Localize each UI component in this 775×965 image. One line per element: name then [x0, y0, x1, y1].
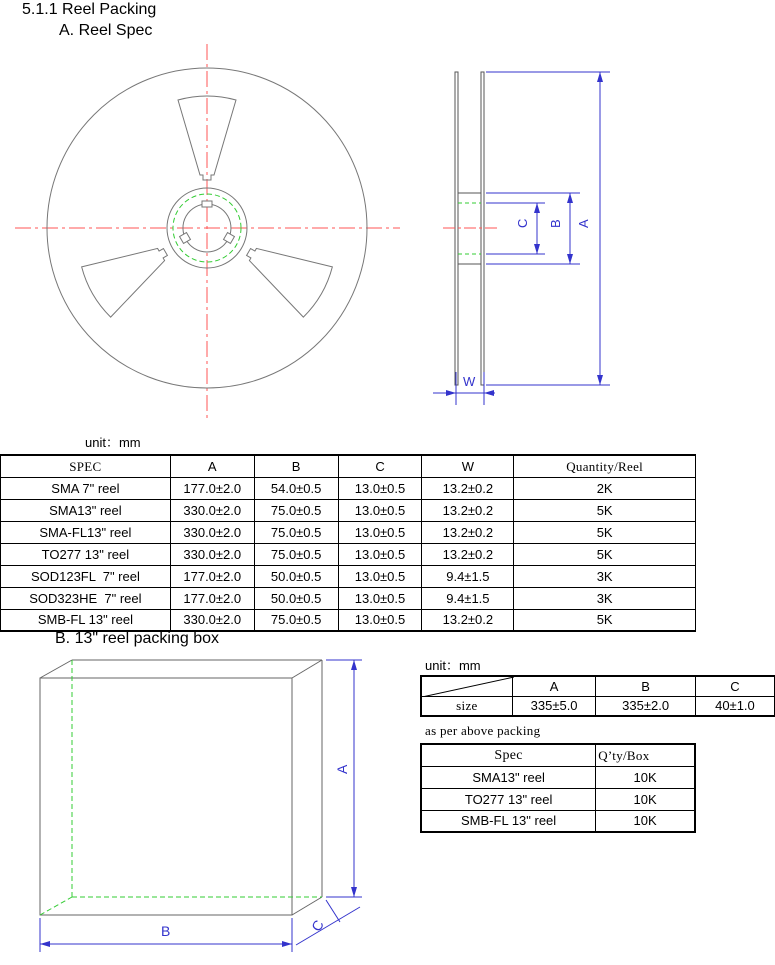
reel-front-view-diagram — [0, 38, 420, 423]
table-header-cell: SPEC — [1, 455, 171, 477]
table-cell: 177.0±2.0 — [170, 565, 254, 587]
table-header-row — [421, 676, 775, 696]
packing-note: as per above packing — [425, 723, 541, 738]
reel-label-w: W — [463, 374, 476, 389]
table-cell: 10K — [596, 810, 695, 832]
table-row — [1, 477, 696, 499]
table-header-cell: W — [422, 455, 514, 477]
table-row — [1, 521, 696, 543]
table-cell: SMA 7" reel — [1, 477, 171, 499]
table-cell: 54.0±0.5 — [254, 477, 338, 499]
table-cell: 75.0±0.5 — [254, 609, 338, 631]
table-cell: 5K — [514, 521, 696, 543]
table-cell: 177.0±2.0 — [170, 587, 254, 609]
table-row — [421, 810, 695, 832]
diagonal-divider — [422, 677, 514, 697]
table-cell: 40±1.0 — [695, 696, 775, 716]
reel-side-view-diagram — [425, 60, 615, 410]
table-row-label: size — [421, 696, 512, 716]
box-label-b: B — [161, 923, 171, 939]
unit-label-box: unit：mm — [425, 658, 481, 673]
table-cell: 13.0±0.5 — [338, 521, 422, 543]
table-cell: 13.2±0.2 — [422, 477, 514, 499]
table-cell: 3K — [514, 587, 696, 609]
table-cell: 5K — [514, 609, 696, 631]
table-cell: 13.0±0.5 — [338, 565, 422, 587]
table-header-cell: C — [695, 676, 775, 696]
table-cell: 75.0±0.5 — [254, 499, 338, 521]
reel-label-c: C — [515, 218, 530, 228]
table-cell: 13.2±0.2 — [422, 543, 514, 565]
table-cell: 13.0±0.5 — [338, 477, 422, 499]
table-cell: 177.0±2.0 — [170, 477, 254, 499]
table-row — [1, 543, 696, 565]
diagonal-header-cell — [421, 676, 512, 696]
table-row — [421, 696, 775, 716]
table-header-row — [421, 744, 695, 766]
table-row — [1, 587, 696, 609]
table-cell: 330.0±2.0 — [170, 499, 254, 521]
unit-label-reel: unit：mm — [85, 435, 141, 450]
table-header-cell: B — [596, 676, 695, 696]
table-cell: 10K — [596, 788, 695, 810]
reel-spec-table — [0, 454, 696, 632]
table-cell: 13.0±0.5 — [338, 587, 422, 609]
box-quantity-table — [420, 743, 696, 833]
table-cell: SMA-FL13" reel — [1, 521, 171, 543]
reel-label-b: B — [548, 219, 563, 228]
table-header-cell: Spec — [421, 744, 596, 766]
table-row — [1, 609, 696, 631]
table-cell: 330.0±2.0 — [170, 609, 254, 631]
table-cell: 50.0±0.5 — [254, 565, 338, 587]
table-cell: 13.2±0.2 — [422, 521, 514, 543]
table-cell: 10K — [596, 766, 695, 788]
table-cell: 13.2±0.2 — [422, 609, 514, 631]
table-header-cell: Quantity/Reel — [514, 455, 696, 477]
table-cell: TO277 13" reel — [421, 788, 596, 810]
packing-box-diagram — [0, 650, 380, 965]
table-cell: 13.0±0.5 — [338, 499, 422, 521]
table-cell: TO277 13" reel — [1, 543, 171, 565]
table-cell: SMB-FL 13" reel — [421, 810, 596, 832]
box-label-a: A — [334, 764, 350, 774]
table-cell: 5K — [514, 499, 696, 521]
table-cell: SMA13" reel — [1, 499, 171, 521]
section-title: 5.1.1 Reel Packing — [22, 1, 157, 18]
table-cell: 9.4±1.5 — [422, 587, 514, 609]
table-cell: 13.0±0.5 — [338, 609, 422, 631]
table-row — [421, 766, 695, 788]
table-cell: SOD323HE 7" reel — [1, 587, 171, 609]
table-header-cell: C — [338, 455, 422, 477]
table-cell: 75.0±0.5 — [254, 521, 338, 543]
table-cell: 3K — [514, 565, 696, 587]
box-size-table — [420, 675, 775, 717]
table-cell: 50.0±0.5 — [254, 587, 338, 609]
table-row — [1, 565, 696, 587]
table-header-cell: A — [170, 455, 254, 477]
table-cell: 13.2±0.2 — [422, 499, 514, 521]
table-row — [421, 788, 695, 810]
box-label-c: C — [307, 917, 327, 934]
table-row — [1, 499, 696, 521]
table-cell: 330.0±2.0 — [170, 521, 254, 543]
table-cell: 335±2.0 — [596, 696, 695, 716]
table-cell: SMA13" reel — [421, 766, 596, 788]
table-cell: 75.0±0.5 — [254, 543, 338, 565]
table-cell: 13.0±0.5 — [338, 543, 422, 565]
table-cell: 330.0±2.0 — [170, 543, 254, 565]
subsection-reel-spec: A. Reel Spec — [59, 22, 153, 39]
table-cell: 2K — [514, 477, 696, 499]
table-header-cell: A — [512, 676, 596, 696]
table-header-cell: B — [254, 455, 338, 477]
table-cell: 335±5.0 — [512, 696, 596, 716]
table-header-row — [1, 455, 696, 477]
table-header-cell: Q’ty/Box — [596, 744, 695, 766]
table-cell: SMB-FL 13" reel — [1, 609, 171, 631]
subsection-packing-box: B. 13" reel packing box — [55, 630, 219, 647]
table-cell: 5K — [514, 543, 696, 565]
table-cell: 9.4±1.5 — [422, 565, 514, 587]
reel-label-a: A — [576, 219, 591, 228]
table-cell: SOD123FL 7" reel — [1, 565, 171, 587]
